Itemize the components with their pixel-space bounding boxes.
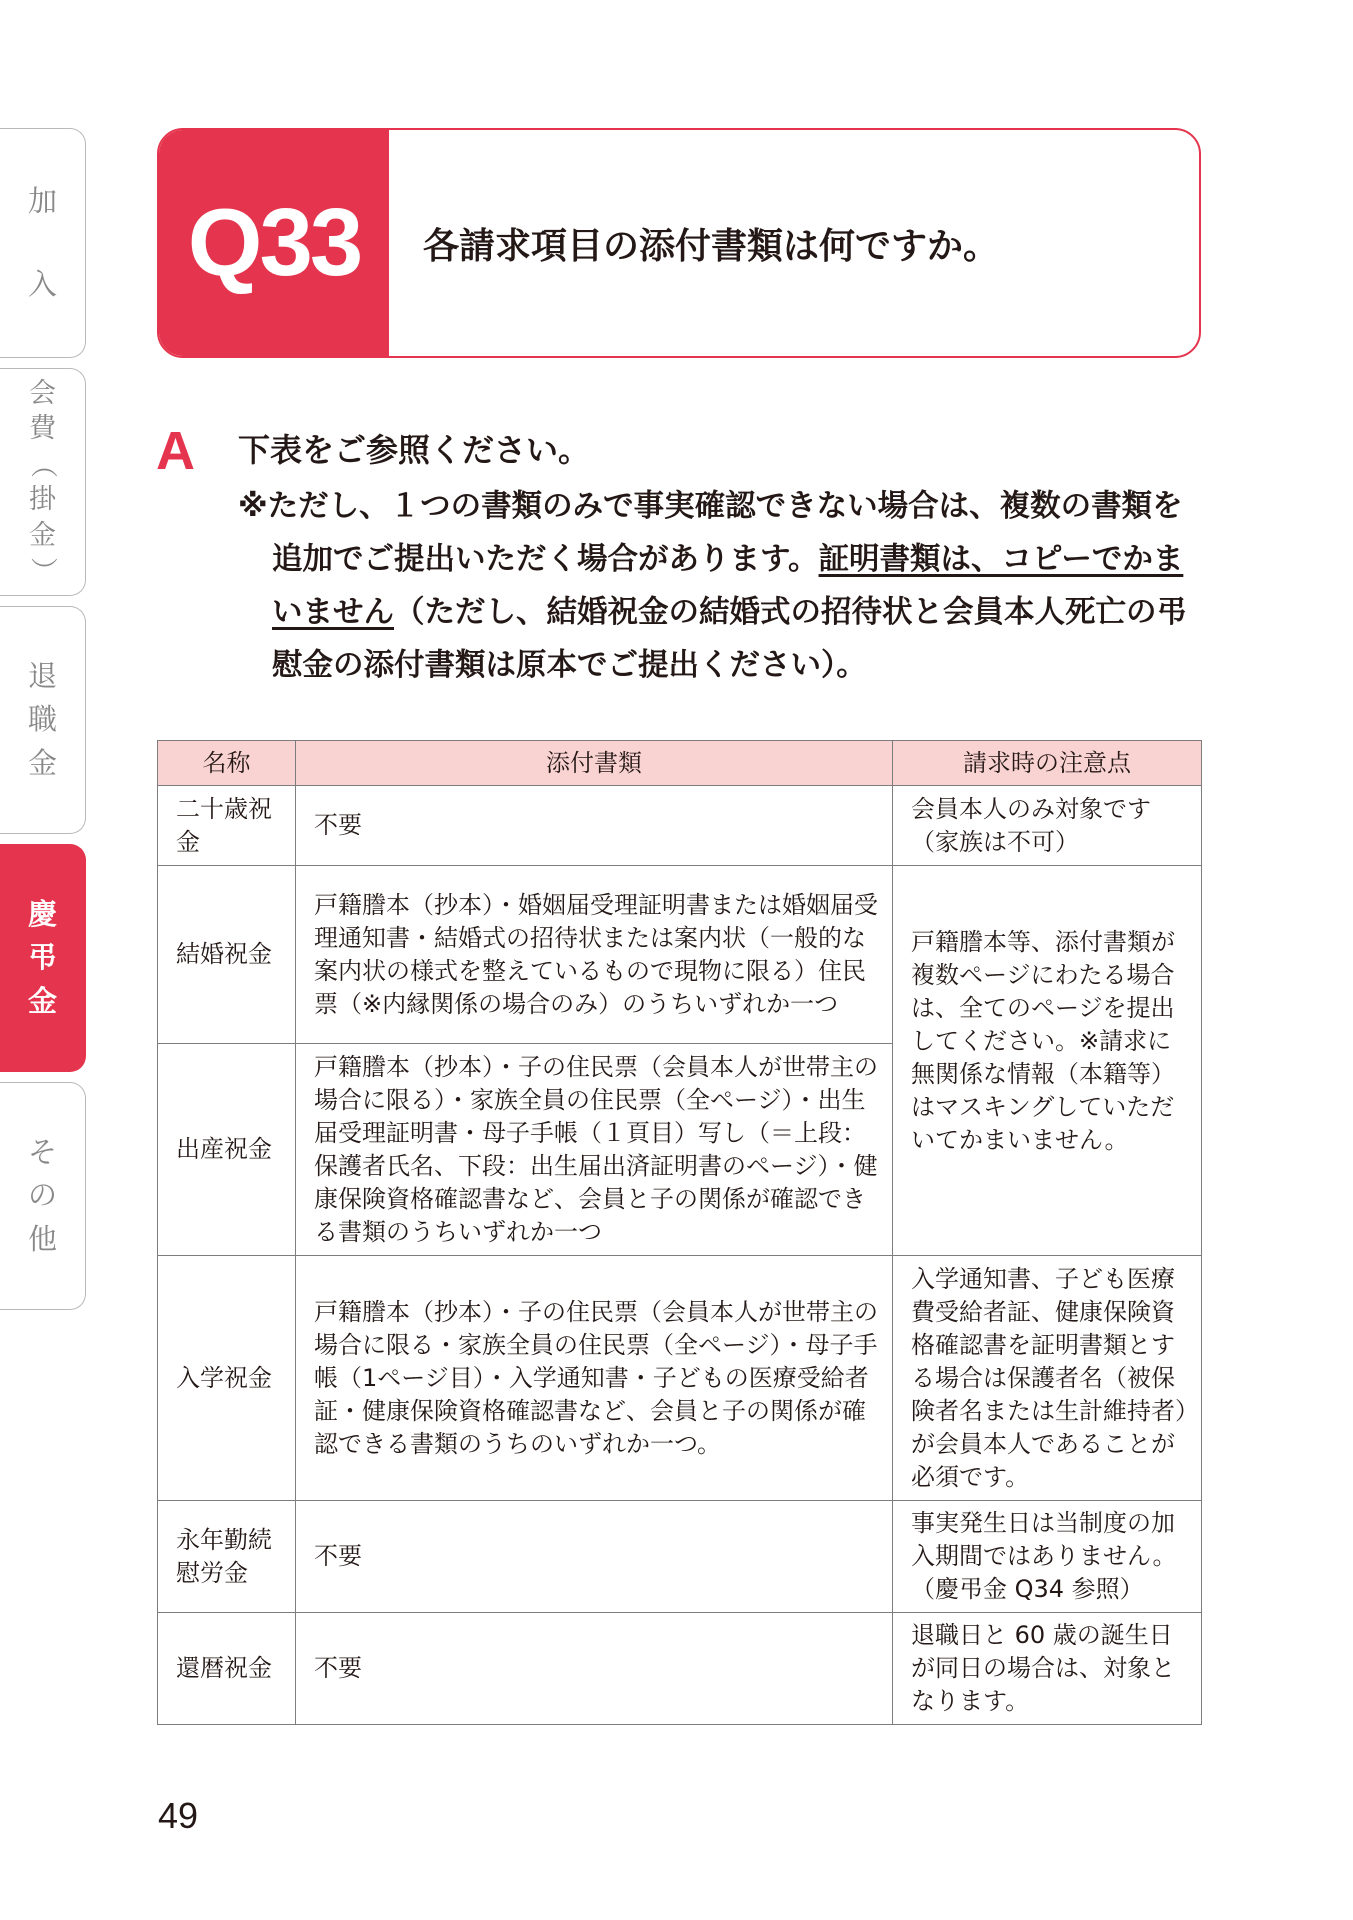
row-note: 退職日と 60 歳の誕生日が同日の場合は、対象となります。 (893, 1613, 1202, 1725)
side-tab-keichokin[interactable] (0, 844, 86, 1072)
row-name: 結婚祝金 (158, 866, 296, 1044)
tab-char: 金 (27, 745, 57, 780)
row-note: 会員本人のみ対象です（家族は不可） (893, 786, 1202, 866)
tab-char: （ (27, 451, 58, 478)
answer-note-text: （ただし、結婚祝金の結婚式の招待状と会員本人死亡の弔慰金の添付書類は原本でご提出ください）。 (272, 595, 1187, 683)
row-note: 事実発生日は当制度の加入期間ではありません。（慶弔金 Q34 参照） (893, 1501, 1202, 1613)
side-tab-sonota[interactable] (0, 1082, 86, 1310)
answer-note-paragraph (238, 480, 1206, 692)
question-box (157, 128, 1201, 358)
tab-char: 慶 (27, 896, 57, 931)
tab-char: そ (27, 1134, 57, 1169)
attachments-table (157, 740, 1202, 1725)
tab-char: 費 (29, 413, 56, 445)
tab-char: 退 (27, 658, 57, 693)
row-docs: 戸籍謄本（抄本）・子の住民票（会員本人が世帯主の場合に限る）・家族全員の住民票（全ページ）・出生届受理証明書・母子手帳（１頁目）写し（＝上段：保護者氏名、下段：出生届出済証明書のページ）・健康保険資格確認書など、会員と子の関係が確認できる書類のうちいずれか一つ (296, 1044, 893, 1256)
header-notes: 請求時の注意点 (893, 741, 1202, 786)
tab-char: 他 (27, 1221, 57, 1256)
tab-char: 掛 (29, 484, 56, 515)
table-row (158, 866, 1202, 1044)
row-docs: 不要 (296, 786, 893, 866)
page-number: 49 (158, 1795, 199, 1836)
tab-char: 弔 (27, 940, 57, 975)
tab-char: 会 (29, 377, 56, 409)
row-note-shared: 戸籍謄本等、添付書類が複数ページにわたる場合は、全てのページを提出してください。※請求に無関係な情報（本籍等）はマスキングしていただいてかまいません。 (893, 866, 1202, 1256)
table-row (158, 1501, 1202, 1613)
table-row (158, 1613, 1202, 1725)
row-name: 出産祝金 (158, 1044, 296, 1256)
answer-note-underlined: 証明書類は、コピーでかまいません (272, 542, 1184, 630)
row-note: 入学通知書、子ども医療費受給者証、健康保険資格確認書を証明書類とする場合は保護者名（被保険者名または生計維持者）が会員本人であることが必須です。 (893, 1256, 1202, 1501)
side-tab-kaihi[interactable] (0, 368, 86, 596)
row-docs: 戸籍謄本（抄本）・婚姻届受理証明書または婚姻届受理通知書・結婚式の招待状または案内状（一般的な案内状の様式を整えているもので現物に限る）住民票（※内縁関係の場合のみ）のうちいずれか一つ (296, 866, 893, 1044)
answer-lead: 下表をご参照ください。 (238, 431, 591, 469)
tab-char: 金 (29, 519, 56, 551)
row-docs: 不要 (296, 1501, 893, 1613)
question-text: 各請求項目の添付書類は何ですか。 (423, 225, 1000, 267)
table-header-row (158, 741, 1202, 786)
row-docs: 戸籍謄本（抄本）・子の住民票（会員本人が世帯主の場合に限る・家族全員の住民票（全ページ）・母子手帳（1ページ目）・入学通知書・子どもの医療受給者証・健康保険資格確認書など、会員と子の関係が確認できる書類のうちのいずれか一つ。 (296, 1256, 893, 1501)
table-row (158, 1256, 1202, 1501)
tab-char: 入 (27, 267, 57, 301)
tab-char: 金 (27, 983, 57, 1018)
side-tab-kanyu[interactable] (0, 128, 86, 358)
answer-note-text: ※ただし、１つの書類のみで事実確認できない場合は、複数の書類を追加でご提出いただく場合があります。 (238, 489, 1183, 577)
tab-char: 加 (27, 183, 57, 218)
header-docs: 添付書類 (296, 741, 893, 786)
side-tab-taishokukin[interactable] (0, 606, 86, 834)
question-number-badge: Q33 (159, 130, 389, 356)
answer-note (238, 480, 1206, 692)
table-row (158, 786, 1202, 866)
answer-mark: A (156, 421, 195, 481)
tab-char: 職 (27, 702, 57, 737)
row-name: 還暦祝金 (158, 1613, 296, 1725)
row-name: 永年勤続慰労金 (158, 1501, 296, 1613)
row-docs: 不要 (296, 1613, 893, 1725)
tab-char: ） (27, 557, 58, 585)
tab-char: の (27, 1178, 57, 1213)
row-name: 二十歳祝金 (158, 786, 296, 866)
row-name: 入学祝金 (158, 1256, 296, 1501)
header-name: 名称 (158, 741, 296, 786)
